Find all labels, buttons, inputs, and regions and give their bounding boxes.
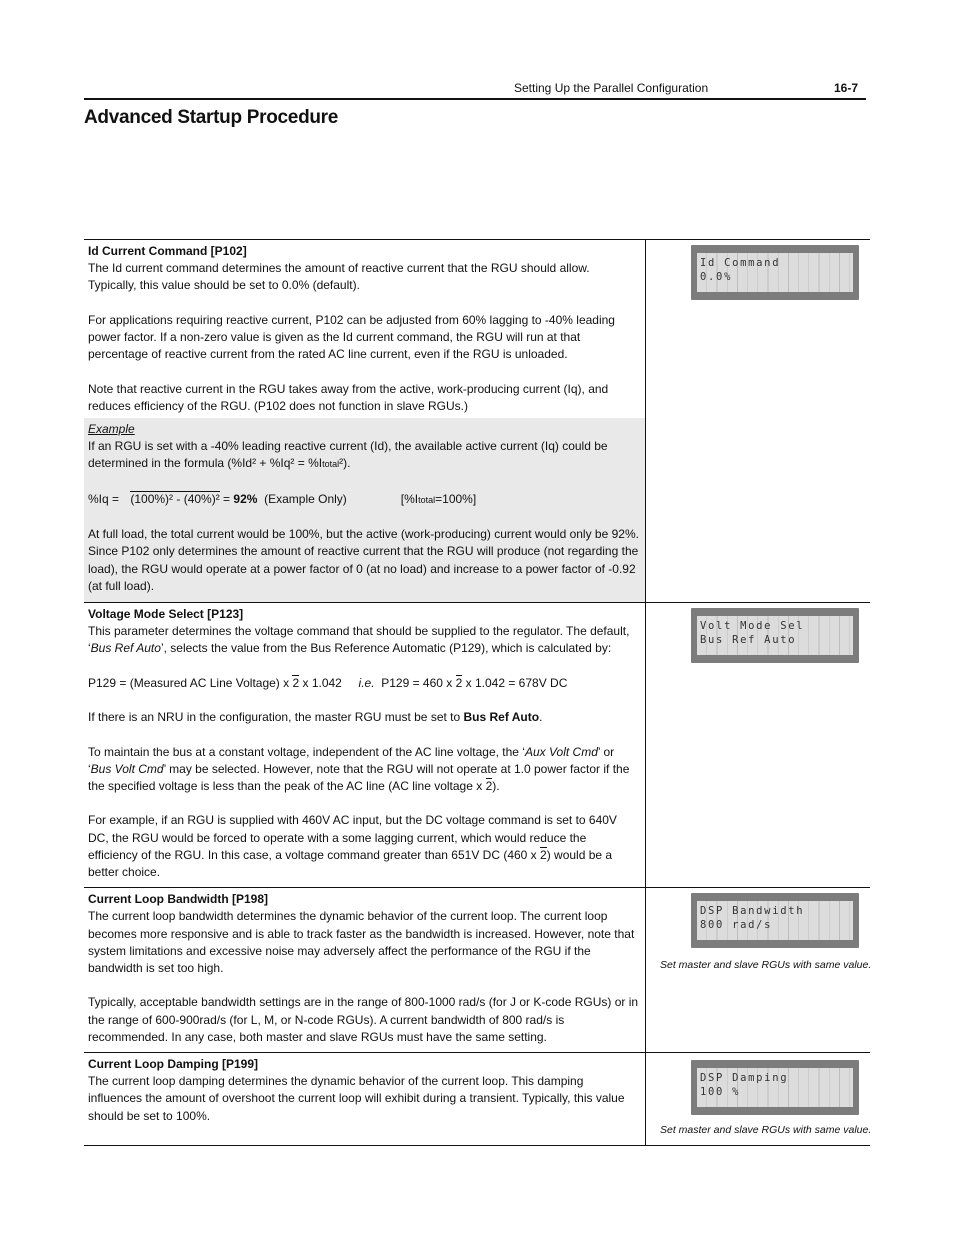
header-rule [84, 98, 866, 100]
paragraph: For example, if an RGU is supplied with 460V AC input, but the DC voltage command is set to 640V DC, the RGU would be forced to operate with a some lagging current, which would reduce the efficiency of the RGU. In this case, a voltage command greater than 651V DC (460 x 2) would be a better choice. [88, 813, 617, 879]
row-id-current-command [84, 240, 870, 603]
parameter-table [84, 239, 870, 1146]
param-name: Id Current Command [P102] [88, 244, 247, 258]
formula: P129 = (Measured AC Line Voltage) x 2 x 1.042 i.e. P129 = 460 x 2 x 1.042 = 678V DC [88, 675, 568, 690]
paragraph: The Id current command determines the amount of reactive current that the RGU should allow. Typically, this value should be set to 0.0% (default). [88, 261, 590, 293]
lcd-line-1: Id Command [700, 257, 781, 269]
lcd-line-2: 0.0% [700, 271, 733, 283]
row-voltage-mode-select [84, 603, 870, 888]
paragraph: Note that reactive current in the RGU takes away from the active, work-producing current (Iq), and reduces efficiency of the RGU. (P102 does not function in slave RGUs.) [88, 381, 609, 413]
paragraph: If there is an NRU in the configuration, the master RGU must be set to Bus Ref Auto. [88, 710, 543, 725]
lcd-display [691, 1060, 859, 1115]
side-note: Set master and slave RGUs with same value. [660, 1124, 872, 1136]
lcd-line-1: Volt Mode Sel [700, 620, 805, 632]
paragraph: To maintain the bus at a constant voltage, independent of the AC line voltage, the ‘Aux Volt Cmd’ or ‘Bus Volt Cmd’ may be selected. However, note that the RGU will not operate at 1.0 power factor if the the specified voltage is less than the peak of the AC line (AC line voltage x 2). [88, 744, 630, 793]
column-divider [645, 1053, 646, 1145]
example-label: Example [88, 422, 135, 436]
example-box [84, 418, 645, 602]
paragraph: Typically, acceptable bandwidth settings are in the range of 800-1000 rad/s (for J or K-code RGUs) or in the range of 600-900rad/s (for L, M, or N-code RGUs). A current bandwidth of 800 rad/s is recommended. In any case, both master and slave RGUs must have the same setting. [88, 995, 639, 1044]
row-current-loop-damping [84, 1053, 870, 1146]
paragraph: If an RGU is set with a -40% leading reactive current (Id), the available active current (Iq) could be determined in the formula (%Id² + %Iq² = %Itotal²). [88, 439, 608, 471]
paragraph: At full load, the total current would be 100%, but the active (work-producing) current would only be 92%. Since P102 only determines the amount of reactive current that the RGU will produce (not regarding the load), the RGU would operate at a power factor of 0 (at no load) and increase to a power factor of -0.92 (at full load). [88, 527, 639, 593]
lcd-line-2: 100 % [700, 1086, 741, 1098]
lcd-display [691, 608, 859, 663]
paragraph: For applications requiring reactive current, P102 can be adjusted from 60% lagging to -40% leading power factor. If a non-zero value is given as the Id current command, the RGU will run at that percentage of reactive current from the rated AC line current, even if the RGU is unloaded. [88, 312, 615, 362]
column-divider [645, 240, 646, 602]
param-name: Voltage Mode Select [P123] [88, 607, 244, 621]
lcd-line-1: DSP Bandwidth [700, 905, 805, 918]
section-title: Advanced Startup Procedure [84, 107, 339, 128]
param-name: Current Loop Damping [P199] [88, 1057, 259, 1071]
sqrt-overline: (100%)² - (40%)² [130, 491, 220, 506]
lcd-line-1: DSP Damping [700, 1072, 789, 1084]
lcd-line-2: 800 rad/s [700, 919, 773, 932]
page-number: 16-7 [834, 81, 859, 95]
formula: %Iq = (100%)² - (40%)² = 92% (Example Only) [%Itotal=100%] [88, 491, 477, 506]
running-title: Setting Up the Parallel Configuration [514, 81, 709, 95]
param-name: Current Loop Bandwidth [P198] [88, 892, 268, 907]
paragraph: This parameter determines the voltage command that should be supplied to the regulator. The default, ‘Bus Ref Auto’, selects the value from the Bus Reference Automatic (P129), which is calculated by: [88, 624, 630, 656]
side-note: Set master and slave RGUs with same value. [660, 959, 872, 972]
paragraph: The current loop damping determines the dynamic behavior of the current loop. This damping influences the amount of overshoot the current loop will exhibit during a transient. Typically, this value should be set to 100%. [88, 1074, 625, 1123]
lcd-display [691, 893, 859, 948]
column-divider [645, 603, 646, 887]
paragraph: The current loop bandwidth determines the dynamic behavior of the current loop. The current loop becomes more responsive and is able to track faster as the bandwidth is increased. However, note that system limitations and excessive noise may adversely affect the performance of the RGU if the bandwidth is set too high. [88, 909, 635, 975]
lcd-line-2: Bus Ref Auto [700, 634, 797, 646]
lcd-display [691, 245, 859, 300]
row-current-loop-bandwidth [84, 888, 870, 1053]
column-divider [645, 888, 646, 1052]
